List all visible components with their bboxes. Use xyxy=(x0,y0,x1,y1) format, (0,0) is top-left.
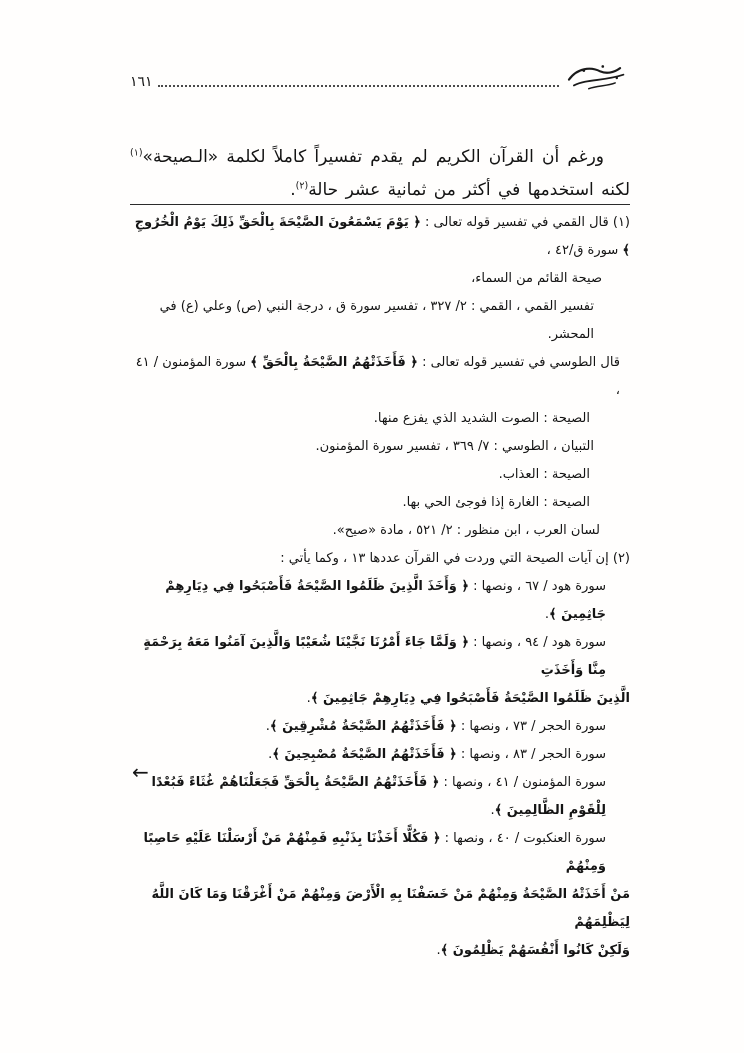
text-run: . xyxy=(436,943,441,958)
footnote-line xyxy=(130,713,630,741)
page-header xyxy=(130,62,630,92)
text-run: ورغم أن القرآن الكريم لم يقدم تفسيراً كاملاً لكلمة «الـصيحة» xyxy=(142,147,604,167)
quran-verse: ﴿ فَأَخَذَتْهُمُ الصَّيْحَةُ بِالْحَقِّ فَجَعَلْنَاهُمْ غُثَاءً فَبُعْدًا لِلْقَوْمِ الظَّالِمِينَ ﴾ xyxy=(151,775,606,818)
text-run: . xyxy=(544,607,549,622)
text-run: (١) قال القمي في تفسير قوله تعالى : xyxy=(420,215,630,230)
footnote-separator xyxy=(130,204,630,205)
text-run: صيحة القائم من السماء، xyxy=(471,271,602,286)
footnote-line xyxy=(130,937,630,965)
text-run: (٢) إن آيات الصيحة التي وردت في القرآن عددها ١٣ ، وكما يأتي : xyxy=(280,551,630,566)
quran-verse: مَنْ أَخَذَتْهُ الصَّيْحَةُ وَمِنْهُمْ مَنْ خَسَفْنَا بِهِ الْأَرْضَ وَمِنْهُمْ مَنْ أَغْرَقْنَا وَمَا كَانَ اللَّهُ لِيَظْلِمَهُمْ xyxy=(151,887,630,930)
footnote-line xyxy=(130,209,630,265)
footnote-line xyxy=(130,405,630,433)
text-run: . xyxy=(306,691,311,706)
quran-verse: وَلَكِنْ كَانُوا أَنْفُسَهُمْ يَظْلِمُونَ ﴾ xyxy=(440,943,630,958)
main-paragraph xyxy=(130,141,630,207)
footnote-line xyxy=(130,685,630,713)
text-run: لسان العرب ، ابن منظور : ٢/ ٥٢١ ، مادة «صيح». xyxy=(332,523,600,538)
footnote-2 xyxy=(130,545,630,965)
quran-verse: ﴿ فَأَخَذَتْهُمُ الصَّيْحَةُ مُشْرِقِينَ ﴾ xyxy=(269,719,457,734)
footnote-line xyxy=(130,349,630,405)
text-run: الصيحة : الصوت الشديد الذي يفزع منها. xyxy=(373,411,590,426)
text-run: سورة ق/٤٢ ، xyxy=(546,243,623,258)
footnotes-block xyxy=(130,209,630,965)
text-run: . xyxy=(490,803,495,818)
text-run: سورة هود / ٦٧ ، ونصها : xyxy=(468,579,606,594)
quran-verse: ﴿ يَوْمَ يَسْمَعُونَ الصَّيْحَةَ بِالْحَقِّ ذَلِكَ يَوْمُ الْخُرُوجِ ﴾ xyxy=(134,215,630,258)
text-run: سورة الحجر / ٨٣ ، ونصها : xyxy=(456,747,606,762)
footnote-line xyxy=(130,517,630,545)
footnote-line xyxy=(130,881,630,937)
text-run: تفسير القمي ، القمي : ٢/ ٣٢٧ ، تفسير سورة ق ، درجة النبي (ص) وعلي (ع) في المحشر. xyxy=(159,299,594,342)
footnote-line xyxy=(130,573,630,629)
footnote-1 xyxy=(130,209,630,545)
footnote-line xyxy=(130,545,630,573)
footnote-line xyxy=(130,769,630,825)
quran-verse: ﴿ وَأَخَذَ الَّذِينَ ظَلَمُوا الصَّيْحَةُ فَأَصْبَحُوا فِي دِيَارِهِمْ جَاثِمِينَ ﴾ xyxy=(165,579,606,622)
text-run: . xyxy=(265,719,270,734)
dotted-leader xyxy=(158,85,559,87)
text-run: . xyxy=(268,747,273,762)
quran-verse: الَّذِينَ ظَلَمُوا الصَّيْحَةُ فَأَصْبَحُوا فِي دِيَارِهِمْ جَاثِمِينَ ﴾ xyxy=(310,691,630,706)
footnote-line xyxy=(130,741,630,769)
footnote-line xyxy=(130,629,630,685)
quran-verse: ﴿ فَأَخَذَتْهُمُ الصَّيْحَةُ بِالْحَقِّ ﴾ xyxy=(250,355,418,370)
text-run: سورة المؤمنون / ٤١ ، xyxy=(135,355,620,398)
footnote-ref-marker: (٢) xyxy=(295,180,309,192)
footnote-line xyxy=(130,461,630,489)
page-number: ١٦١ xyxy=(130,74,153,90)
footnote-line xyxy=(130,433,630,461)
text-run: التبيان ، الطوسي : ٧/ ٣٦٩ ، تفسير سورة المؤمنون. xyxy=(315,439,594,454)
footnote-line xyxy=(130,265,630,293)
text-run: سورة هود / ٩٤ ، ونصها : xyxy=(468,635,606,650)
text-run: لكنه استخدمها في أكثر من ثمانية عشر حالة xyxy=(308,180,630,200)
footnote-line xyxy=(130,293,630,349)
text-run: سورة المؤمنون / ٤١ ، ونصها : xyxy=(439,775,606,790)
footnote-line xyxy=(130,825,630,881)
text-run: سورة العنكبوت / ٤٠ ، ونصها : xyxy=(440,831,606,846)
text-run: قال الطوسي في تفسير قوله تعالى : xyxy=(417,355,620,370)
text-run: الصيحة : العذاب. xyxy=(498,467,590,482)
footnote-ref-marker: (١) xyxy=(130,147,143,159)
text-run: سورة الحجر / ٧٣ ، ونصها : xyxy=(456,719,606,734)
quran-verse: ﴿ فَأَخَذَتْهُمُ الصَّيْحَةُ مُصْبِحِينَ ﴾ xyxy=(272,747,457,762)
quran-verse: ﴿ فَكُلًّا أَخَذْنَا بِذَنْبِهِ فَمِنْهُمْ مَنْ أَرْسَلْنَا عَلَيْهِ حَاصِبًا وَمِنْهُمْ xyxy=(143,831,606,874)
text-run: . xyxy=(290,180,296,200)
text-run: الصيحة : الغارة إذا فوجئ الحي بها. xyxy=(402,495,590,510)
quran-verse: ﴿ وَلَمَّا جَاءَ أَمْرُنَا نَجَّيْنَا شُعَيْبًا وَالَّذِينَ آمَنُوا مَعَهُ بِرَحْمَةٍ مِنَّا وَأَخَذَتِ xyxy=(143,635,606,678)
continuation-arrow: ← xyxy=(132,760,149,784)
book-title-calligraphy-icon xyxy=(564,62,630,94)
footnote-line xyxy=(130,489,630,517)
